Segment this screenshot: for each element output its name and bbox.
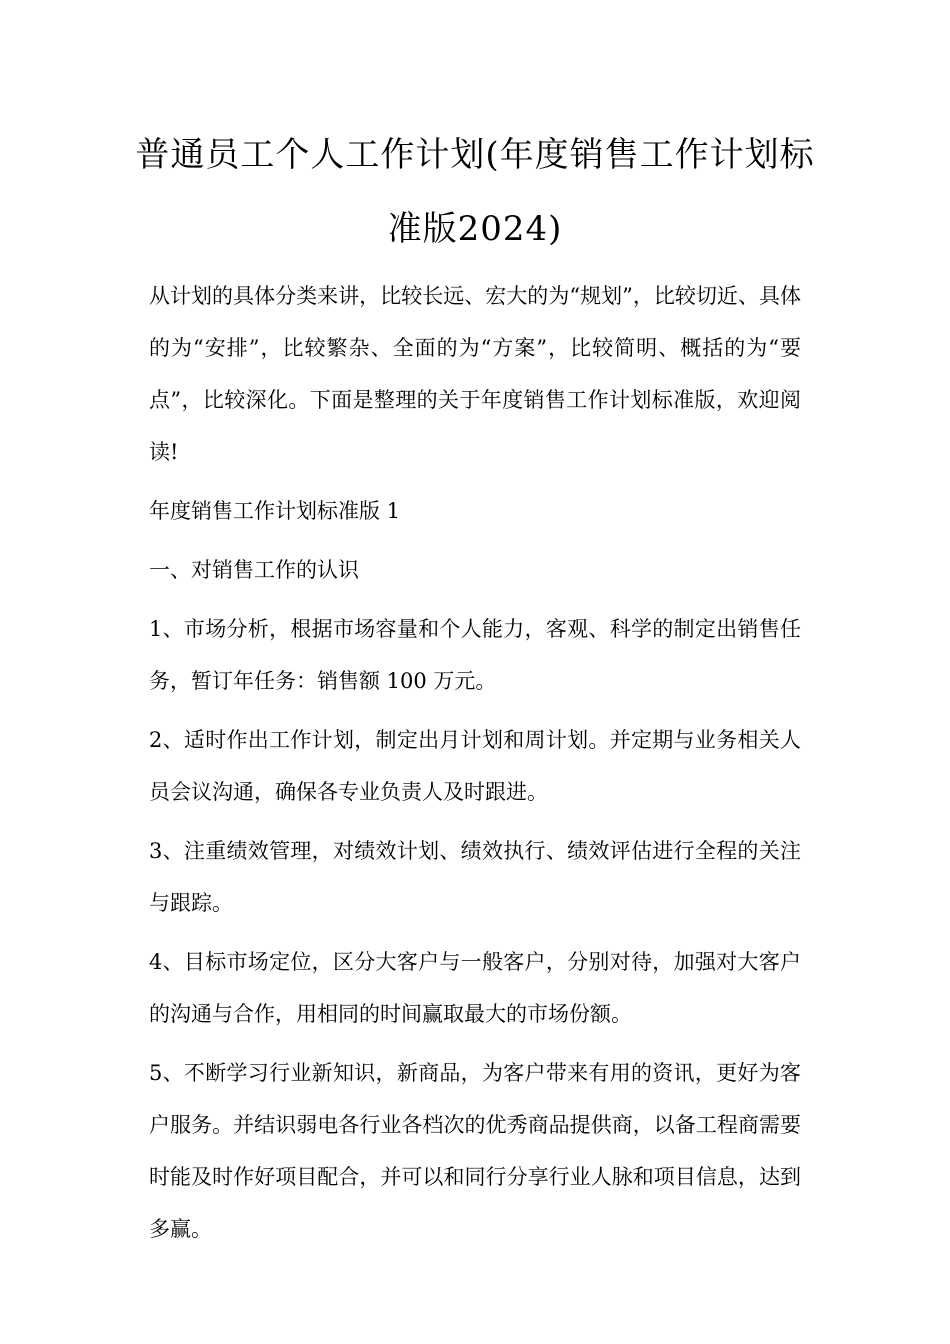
list-item: 1、市场分析，根据市场容量和个人能力，客观、科学的制定出销售任务，暂订年任务：销售额 100 万元。 xyxy=(149,617,801,693)
section-heading: 年度销售工作计划标准版 1 xyxy=(149,499,401,523)
list-item: 4、目标市场定位，区分大客户与一般客户，分别对待，加强对大客户的沟通与合作，用相同的时间赢取最大的市场份额。 xyxy=(149,950,801,1026)
list-item: 3、注重绩效管理，对绩效计划、绩效执行、绩效评估进行全程的关注与跟踪。 xyxy=(149,839,801,915)
list-item: 5、不断学习行业新知识，新商品，为客户带来有用的资讯，更好为客户服务。并结识弱电各行业各档次的优秀商品提供商，以备工程商需要时能及时作好项目配合，并可以和同行分享行业人脉和项目信息，达到多赢。 xyxy=(149,1061,801,1241)
document-body xyxy=(149,270,801,1262)
document-title: 普通员工个人工作计划(年度销售工作计划标准版2024) xyxy=(135,135,815,249)
list-item: 2、适时作出工作计划，制定出月计划和周计划。并定期与业务相关人员会议沟通，确保各专业负责人及时跟进。 xyxy=(149,728,801,804)
intro-paragraph: 从计划的具体分类来讲，比较长远、宏大的为“规划”，比较切近、具体的为“安排”，比较繁杂、全面的为“方案”，比较简明、概括的为“要点”，比较深化。下面是整理的关于年度销售工作计划标准版，欢迎阅读! xyxy=(149,284,801,464)
subsection-heading: 一、对销售工作的认识 xyxy=(149,558,359,582)
